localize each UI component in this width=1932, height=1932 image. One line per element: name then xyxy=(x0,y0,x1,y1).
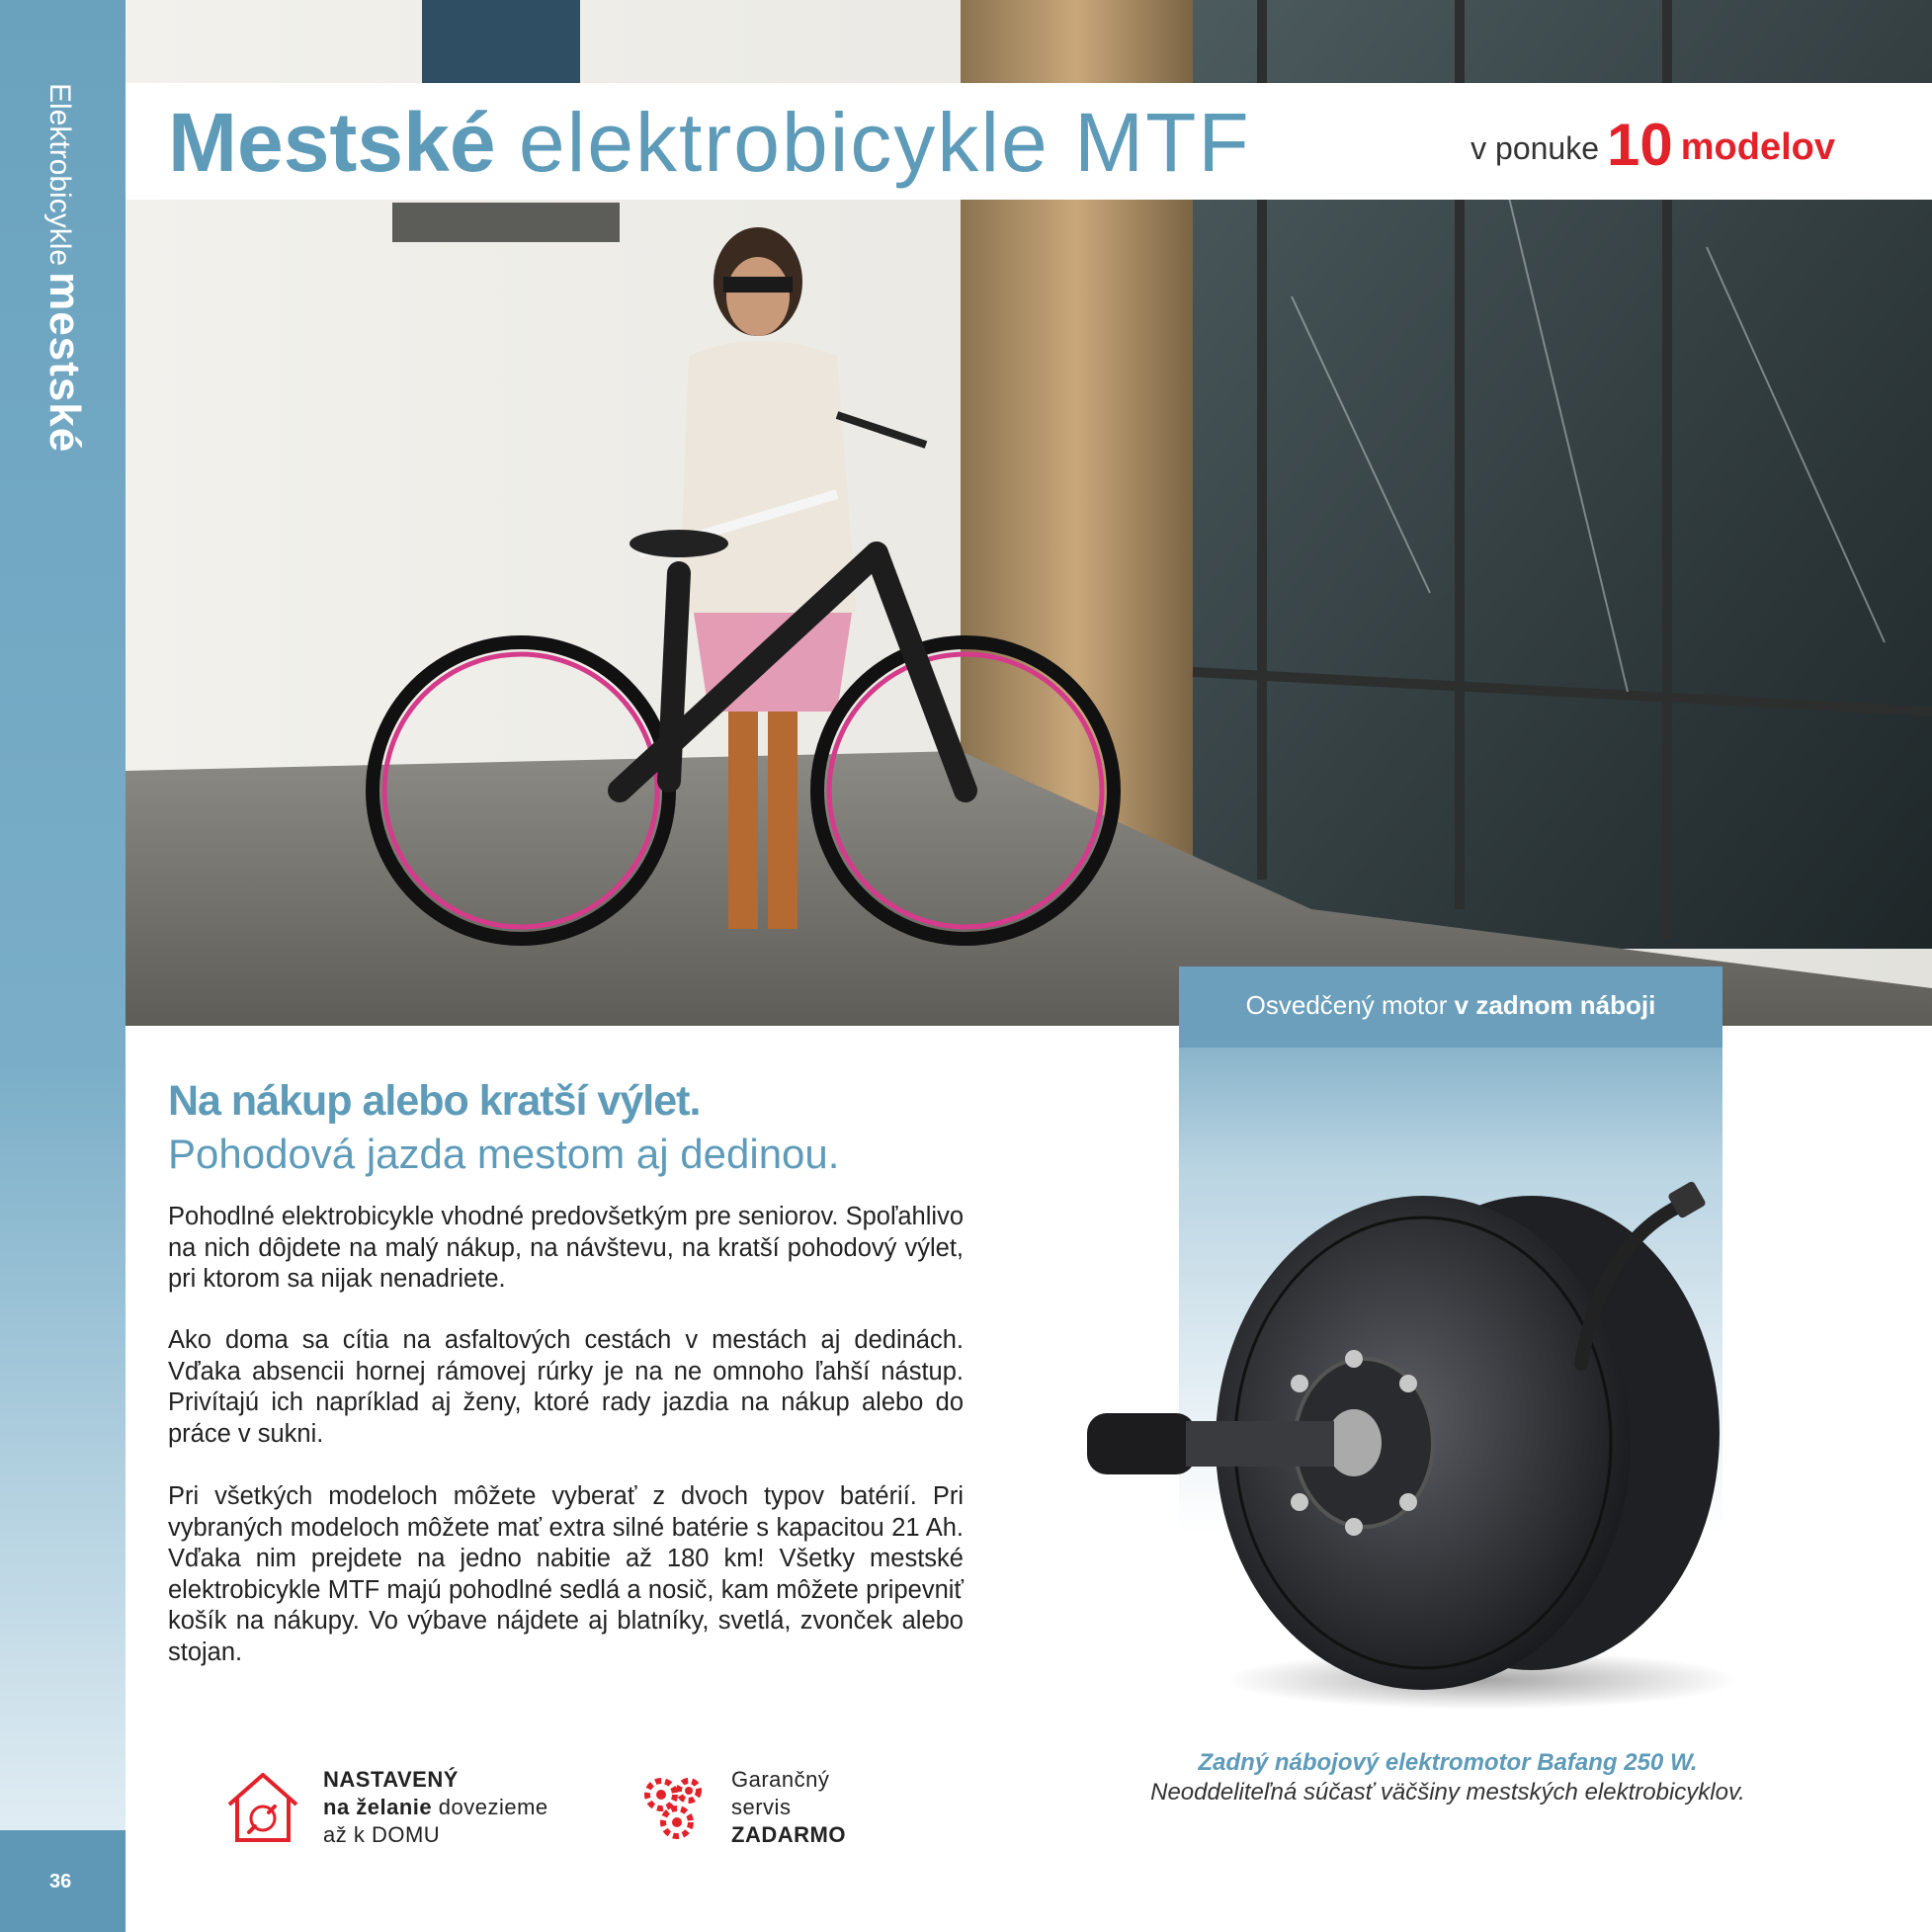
offer-number: 10 xyxy=(1607,112,1673,178)
offer-prefix: v ponuke xyxy=(1470,130,1599,166)
feature-service-line3: ZADARMO xyxy=(731,1822,846,1847)
title-bold: Mestské xyxy=(168,96,496,189)
article-paragraph-2: Ako doma sa cítia na asfaltových cestách v mestách aj dedinách. Vďaka absencii hornej rámovej rúrky je na ne omnoho ľahší nástup. Privítajú ich napríklad aj ženy, ktoré rady jazdia na nákup alebo do práce v sukni. xyxy=(168,1326,964,1448)
article-paragraph-1: Pohodlné elektrobicykle vhodné predovšetkým pre seniorov. Spoľahlivo na nich dôjdete na malý nákup, na návštevu, na kratší pohodový výlet, pri ktorom sa nijak nenadriete. xyxy=(168,1203,965,1293)
motor-caption: Neoddeliteľná súčasť väčšiny mestských elektrobicyklov. xyxy=(1150,1779,1745,1806)
feature-setup-line2: dovezieme xyxy=(438,1795,548,1819)
offer-suffix: modelov xyxy=(1680,126,1835,168)
house-wrench-icon xyxy=(225,1769,300,1844)
motor-caption-title: Zadný nábojový elektromotor Bafang 250 W. xyxy=(1198,1749,1698,1776)
offer-badge xyxy=(1470,111,1835,179)
motor-banner-bold: v zadnom náboji xyxy=(1454,990,1656,1020)
title-light: elektrobicykle MTF xyxy=(518,96,1251,189)
motor-banner-light: Osvedčený motor xyxy=(1245,990,1448,1020)
sidebar-label-light: Elektrobicykle xyxy=(43,83,76,267)
article-paragraph-3: Pri všetkých modeloch môžete vyberať z dvoch typov batérií. Pri vybraných modeloch môžete mať extra silné batérie s kapacitou 21 Ah. Vďaka nim prejdete na jedno nabitie až 180 km! Všetky mestské elektrobicykle MTF majú pohodlné sedlá a nosič, kam môžete pripevniť košík na nákupy. Vo výbave nájdete aj blatníky, svetlá, zvonček alebo stojan. xyxy=(168,1482,964,1666)
feature-setup xyxy=(323,1766,548,1849)
gears-icon xyxy=(637,1769,713,1844)
page-number: 36 xyxy=(49,1871,72,1892)
feature-setup-line2-bold: na želanie xyxy=(323,1795,433,1819)
feature-service-line2: servis xyxy=(731,1795,792,1819)
feature-service xyxy=(731,1766,846,1849)
feature-setup-line1: NASTAVENÝ xyxy=(323,1767,459,1792)
feature-service-line1: Garančný xyxy=(731,1767,830,1792)
page-title xyxy=(168,95,1251,191)
sidebar-label-bold: mestské xyxy=(41,272,89,454)
hub-motor-image xyxy=(1067,1127,1858,1720)
motor-banner-text xyxy=(1179,990,1722,1021)
feature-setup-line3: až k DOMU xyxy=(323,1822,441,1847)
sidebar-section-label xyxy=(40,83,89,453)
article-heading: Na nákup alebo kratší výlet. xyxy=(168,1077,701,1125)
article-subheading: Pohodová jazda mestom aj dedinou. xyxy=(168,1131,840,1177)
